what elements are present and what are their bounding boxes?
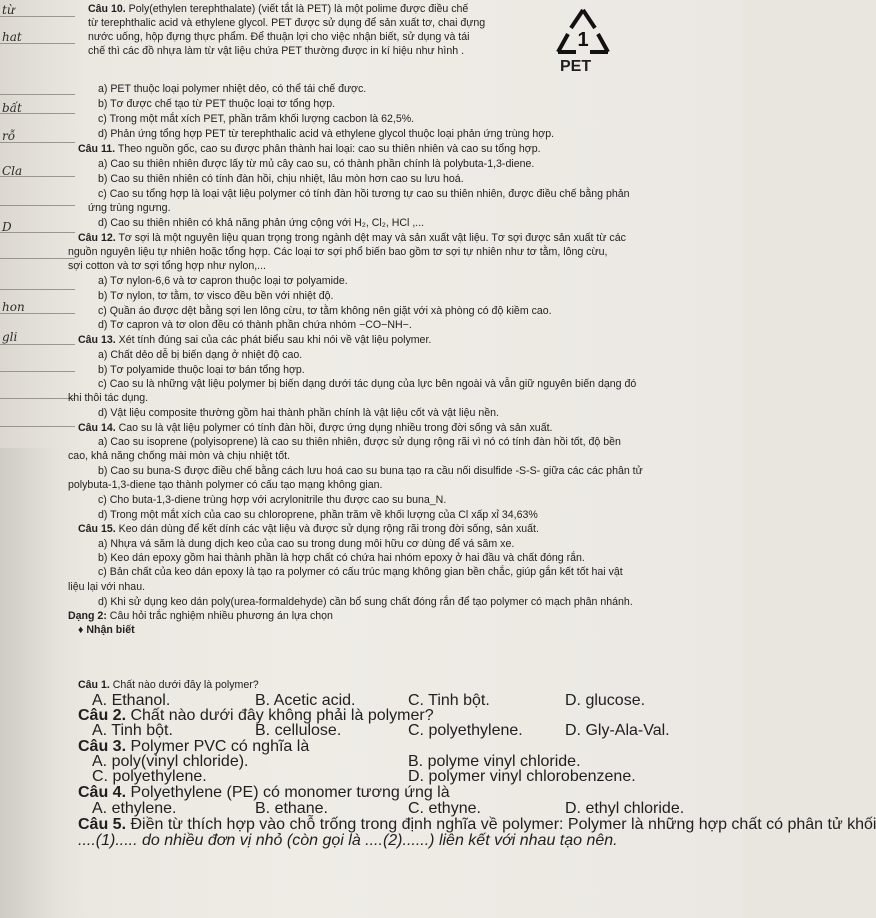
q3-label: Câu 3. [78,738,127,755]
text-line: b) Tơ polyamide thuộc loại tơ bán tổng hợp. [98,364,305,376]
q2-label: Câu 2. [78,707,127,724]
text-line [78,231,626,245]
q2-option-d: D. Gly-Ala-Val. [565,722,670,739]
question-label: Câu 11. [78,143,116,155]
text-line: d) Trong một mắt xích của cao su chloroprene, phần trăm về khối lượng của Cl xấp xỉ 34,63% [98,509,538,521]
text-line: ứng trùng ngưng. [88,202,171,214]
text-line: d) Tơ capron và tơ olon đều có thành phần chứa nhóm −CO−NH−. [98,319,412,331]
pet-logo-label: PET [560,58,592,75]
margin-rule [0,344,75,345]
margin-handwriting: hon [2,300,25,314]
question-label: Câu 15. [78,523,116,535]
text-line: c) Quần áo được dệt bằng sợi len lông cừu, tơ tằm không nên giặt với xà phòng có độ kiềm cao. [98,305,552,317]
margin-handwriting: D [2,220,12,234]
text-line: a) Tơ nylon-6,6 và tơ capron thuộc loại tơ polyamide. [98,275,348,287]
text-line: c) Bản chất của keo dán epoxy là tạo ra polymer có cấu trúc mạng không gian bền chắc, giúp gắn kết tốt hai vật [98,566,623,578]
q5-text: Điền từ thích hợp vào chỗ trống trong định nghĩa về polymer: Polymer là những hợp chất có phân tử khối [126,816,876,833]
text-line [78,421,552,435]
margin-rule [0,205,75,206]
text-line: polybuta-1,3-diene tạo thành polymer có cấu tạo mạng không gian. [68,479,383,491]
text-line: a) Chất dẻo dễ bị biến dạng ở nhiệt độ cao. [98,349,303,361]
question-label: Câu 12. [78,232,116,244]
text-line: c) Cao su tổng hợp là loại vật liệu polymer có tính đàn hồi tương tự cao su thiên nhiên, được điều chế bằng phản [98,188,630,200]
q4-text: Polyethylene (PE) có monomer tương ứng là [126,784,450,801]
q3-option-c: C. polyethylene. [92,768,207,785]
q3-option-a: A. poly(vinyl chloride). [92,753,249,770]
q1-option-a: A. Ethanol. [92,692,171,709]
question-text: Theo nguồn gốc, cao su được phân thành hai loại: cao su thiên nhiên và cao su tổng hợp. [115,143,541,155]
text-line: d) Khi sử dụng keo dán poly(urea-formaldehyde) cần bổ sung chất đóng rắn để tạo polymer có mạch phân nhánh. [98,596,633,608]
text-line: nguồn nguyên liệu tự nhiên hoặc tổng hợp. Các loại tơ sợi phổ biến bao gồm tơ sợi tự nhiên như tơ tằm, lông cừu, [68,246,608,258]
question-text: Câu hỏi trắc nghiệm nhiều phương án lựa chọn [106,610,333,622]
margin-handwriting: hat [2,30,22,44]
q4-option-b: B. ethane. [255,800,328,817]
text-line: b) Cao su thiên nhiên có tính đàn hồi, chịu nhiệt, lâu mòn hơn cao su lưu hoá. [98,173,464,185]
text-line: nước uống, hộp đựng thực phẩm. Để thuận lợi cho việc nhận biết, sử dụng và tái [88,31,470,43]
question-label: Dạng 2: [68,610,107,622]
text-line: c) Trong một mắt xích PET, phần trăm khối lượng cacbon là 62,5%. [98,113,415,125]
text-line: chế thì các đồ nhựa làm từ vật liệu chứa PET thường được in kí hiệu như hình . [88,45,465,57]
q4-option-d: D. ethyl chloride. [565,800,685,817]
q5-blank-line: ....(1)..... do nhiều đơn vị nhỏ (còn gọi là ....(2)......) liên kết với nhau tạo nên. [78,832,618,849]
margin-rule [0,258,75,259]
text-line [78,623,135,637]
text-line: liệu lại với nhau. [68,581,146,593]
text-line: cao, khả năng chống mài mòn và chịu nhiệt tốt. [68,450,291,462]
q2-option-b: B. cellulose. [255,722,342,739]
question-label: Câu 1. [78,679,110,691]
margin-rule [0,289,75,290]
q1-option-b: B. Acetic acid. [255,692,356,709]
recycle-number: 1 [577,29,589,51]
text-line: từ terephthalic acid và ethylene glycol. PET được sử dụng để sản xuất tơ, chai đựng [88,17,486,29]
q1-option-d: D. glucose. [565,692,646,709]
question-label: Câu 10. [88,3,126,15]
q4-option-a: A. ethylene. [92,800,177,817]
q3-option-b: B. polyme vinyl chloride. [408,753,581,770]
text-line: c) Cao su là những vật liệu polymer bị biến dạng dưới tác dụng của lực bên ngoài và vẫn giữ nguyên biến dạng đó [98,378,637,390]
text-line: a) Cao su thiên nhiên được lấy từ mủ cây cao su, có thành phần chính là polybuta-1,3-diene. [98,158,535,170]
margin-handwriting: Cla [2,164,23,178]
text-line: d) Vật liệu composite thường gồm hai thành phần chính là vật liệu cốt và vật liệu nền. [98,407,499,419]
margin-handwriting: rỗ [2,129,16,143]
question-label: Câu 14. [78,422,116,434]
text-line [78,678,259,692]
text-line: b) Keo dán epoxy gồm hai thành phần là hợp chất có chứa hai nhóm epoxy ở hai đầu và chất đóng rắn. [98,552,585,564]
q4-option-c: C. ethyne. [408,800,481,817]
q2-option-c: C. polyethylene. [408,722,523,739]
question-text: Xét tính đúng sai của các phát biểu sau khi nói về vật liệu polymer. [115,334,432,346]
q3-text: Polymer PVC có nghĩa là [126,738,310,755]
text-line: a) Cao su isoprene (polyisoprene) là cao su thiên nhiên, được sử dụng rộng rãi vì nó có tính đàn hồi tốt, độ bền [98,436,621,448]
q4-label: Câu 4. [78,784,127,801]
text-line: b) Cao su buna-S được điều chế bằng cách lưu hoá cao su buna tạo ra cầu nối disulfide -S-S- giữa các các phân tử [98,465,643,477]
margin-rule [0,371,75,372]
q1-option-c: C. Tinh bột. [408,692,490,709]
text-line [68,609,333,623]
text-line: d) Phản ứng tổng hợp PET từ terephthalic acid và ethylene glycol thuộc loại phản ứng trùng hợp. [98,128,555,140]
text-line [88,2,468,16]
text-line [78,522,539,536]
text-line: sợi cotton và tơ sợi tổng hợp như nylon,... [68,260,267,272]
margin-rule [0,426,75,427]
margin-rule [0,94,75,95]
question-label: Câu 13. [78,334,116,346]
text-line: b) Tơ được chế tạo từ PET thuộc loại tơ tổng hợp. [98,98,336,110]
question-text: Tơ sợi là một nguyên liệu quan trọng trong ngành dệt may và sản xuất vật liệu. Tơ sợi được sản xuất từ các [115,232,626,244]
question-label: ♦ Nhận biết [78,624,135,636]
q2-text: Chất nào dưới đây không phải là polymer? [126,707,434,724]
question-text: Cao su là vật liệu polymer có tính đàn hồi, được ứng dụng nhiều trong đời sống và sản xuất. [115,422,553,434]
text-line: khi thôi tác dụng. [68,392,149,404]
question-text: Chất nào dưới đây là polymer? [109,679,259,691]
margin-handwriting: bất [2,101,22,115]
text-line: c) Cho buta-1,3-diene trùng hợp với acrylonitrile thu được cao su buna_N. [98,494,447,506]
question-text: Poly(ethylen terephthalate) (viết tắt là PET) là một polime được điều chế [125,3,469,15]
q3-option-d: D. polymer vinyl chlorobenzene. [408,768,636,785]
question-text: Keo dán dùng để kết dính các vật liệu và được sử dụng rộng rãi trong đời sống, sản xuất. [115,523,539,535]
margin-rule [0,398,75,399]
margin-handwriting: gli [2,330,18,344]
text-line [78,142,541,156]
recycle-triangle-icon [548,6,618,66]
q2-option-a: A. Tinh bột. [92,722,173,739]
text-line: a) Nhựa vá săm là dung dịch keo của cao su trong dung môi hữu cơ dùng để vá săm xe. [98,538,515,550]
text-line: a) PET thuộc loại polymer nhiệt dẻo, có thể tái chế được. [98,83,367,95]
text-line: b) Tơ nylon, tơ tằm, tơ visco đều bền với nhiệt độ. [98,290,334,302]
text-line: d) Cao su thiên nhiên có khả năng phản ứng cộng với H₂, Cl₂, HCl ,... [98,217,425,229]
text-line [78,333,431,347]
margin-handwriting: từ [2,3,15,17]
q5-label: Câu 5. [78,816,127,833]
